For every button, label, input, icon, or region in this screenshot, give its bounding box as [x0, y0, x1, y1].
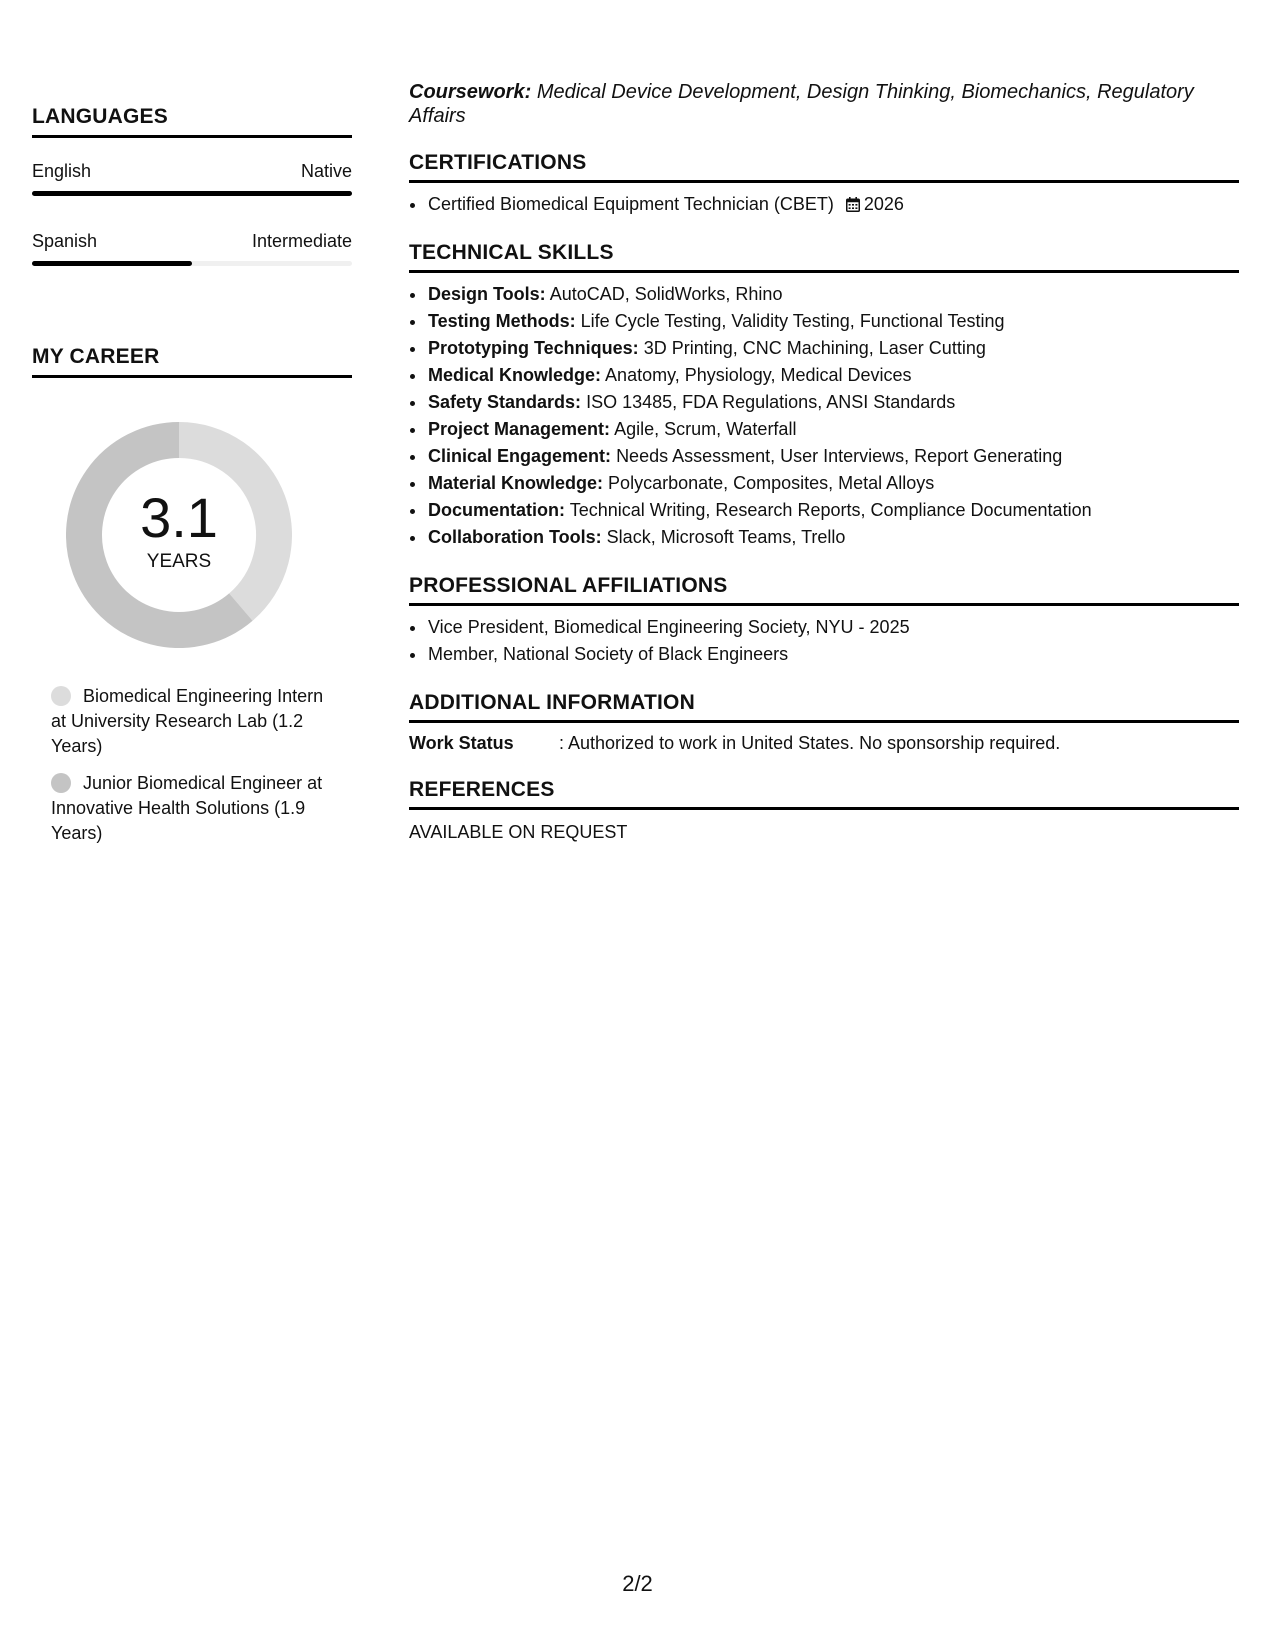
additional-info-heading: ADDITIONAL INFORMATION [409, 690, 1239, 723]
page-number: 2/2 [622, 1571, 653, 1596]
language-proficiency-bar [32, 261, 352, 266]
skill-value: Technical Writing, Research Reports, Compliance Documentation [569, 500, 1092, 520]
donut-center [66, 422, 292, 648]
skill-value: Polycarbonate, Composites, Metal Alloys [608, 473, 935, 493]
certifications-heading: CERTIFICATIONS [409, 150, 1239, 183]
career-total-unit: YEARS [146, 551, 212, 572]
affiliations-list [409, 614, 1239, 668]
language-level: Native [300, 161, 352, 181]
career-legend-label: Biomedical Engineering Intern at University Research Lab (1.2 Years) [51, 686, 324, 756]
certifications-section [409, 150, 1239, 218]
legend-dot-icon [51, 686, 71, 706]
certifications-list [409, 191, 1239, 218]
skill-label: Safety Standards: [428, 392, 582, 412]
references-text: AVAILABLE ON REQUEST [409, 822, 628, 842]
skill-item [427, 443, 1239, 470]
skill-item [427, 362, 1239, 389]
skill-label: Design Tools: [428, 284, 546, 304]
skill-label: Medical Knowledge: [428, 365, 602, 385]
skill-value: Life Cycle Testing, Validity Testing, Functional Testing [580, 311, 1005, 331]
language-proficiency-bar [32, 191, 352, 196]
skill-label: Project Management: [428, 419, 611, 439]
career-legend-item [51, 684, 333, 759]
skill-label: Documentation: [428, 500, 565, 520]
languages-heading: LANGUAGES [32, 104, 352, 138]
career-donut-chart [66, 422, 292, 648]
skill-value: Agile, Scrum, Waterfall [614, 419, 797, 439]
left-column [32, 104, 352, 858]
career-legend-label: Junior Biomedical Engineer at Innovative Health Solutions (1.9 Years) [51, 773, 323, 843]
skill-label: Testing Methods: [428, 311, 576, 331]
work-status-row [409, 731, 1239, 755]
certification-name: Certified Biomedical Equipment Technician (CBET) [428, 194, 834, 214]
career-heading: MY CAREER [32, 344, 352, 378]
language-item [32, 160, 352, 196]
career-legend-item [51, 771, 333, 846]
skill-label: Material Knowledge: [428, 473, 604, 493]
skill-value: 3D Printing, CNC Machining, Laser Cutting [643, 338, 986, 358]
career-total-years: 3.1 [140, 486, 218, 549]
skill-item [427, 335, 1239, 362]
language-proficiency-fill [32, 191, 352, 196]
additional-info-section [409, 690, 1239, 755]
skill-item [427, 308, 1239, 335]
references-heading: REFERENCES [409, 777, 1239, 810]
certification-year: 2026 [863, 194, 904, 214]
technical-skills-heading: TECHNICAL SKILLS [409, 240, 1239, 273]
languages-list [32, 160, 352, 266]
affiliation-item: • Vice President, Biomedical Engineering Society, NYU - 2025 [427, 614, 1239, 641]
skill-value: Needs Assessment, User Interviews, Report Generating [616, 446, 1063, 466]
language-name: Spanish [32, 231, 98, 251]
affiliation-item: • Member, National Society of Black Engineers [427, 641, 1239, 668]
skill-item [427, 497, 1239, 524]
coursework-line [409, 80, 1239, 128]
work-status-value: : Authorized to work in United States. No sponsorship required. [559, 733, 1061, 753]
skill-item [427, 389, 1239, 416]
legend-dot-icon [51, 773, 71, 793]
skill-label: Collaboration Tools: [428, 527, 602, 547]
affiliations-heading: PROFESSIONAL AFFILIATIONS [409, 573, 1239, 606]
language-proficiency-fill [32, 261, 192, 266]
skill-label: Prototyping Techniques: [428, 338, 639, 358]
references-section [409, 777, 1239, 844]
skill-item [427, 281, 1239, 308]
technical-skills-section [409, 240, 1239, 551]
career-legend [51, 684, 333, 846]
skill-value: ISO 13485, FDA Regulations, ANSI Standards [586, 392, 956, 412]
technical-skills-list [409, 281, 1239, 551]
skill-item [427, 524, 1239, 551]
coursework-label: Coursework: [409, 81, 532, 103]
work-status-label: Work Status [409, 733, 514, 753]
coursework-text: Medical Device Development, Design Thinking, Biomechanics, Regulatory Affairs [409, 81, 1194, 127]
certification-item [427, 191, 1239, 218]
skill-value: AutoCAD, SolidWorks, Rhino [549, 284, 783, 304]
affiliations-section [409, 573, 1239, 668]
skill-item [427, 470, 1239, 497]
language-name: English [32, 161, 92, 181]
calendar-icon [846, 197, 860, 212]
skill-value: Slack, Microsoft Teams, Trello [606, 527, 846, 547]
right-column [409, 80, 1239, 844]
skill-item [427, 416, 1239, 443]
language-level: Intermediate [251, 231, 352, 251]
skill-value: Anatomy, Physiology, Medical Devices [605, 365, 912, 385]
skill-label: Clinical Engagement: [428, 446, 612, 466]
language-item [32, 230, 352, 266]
